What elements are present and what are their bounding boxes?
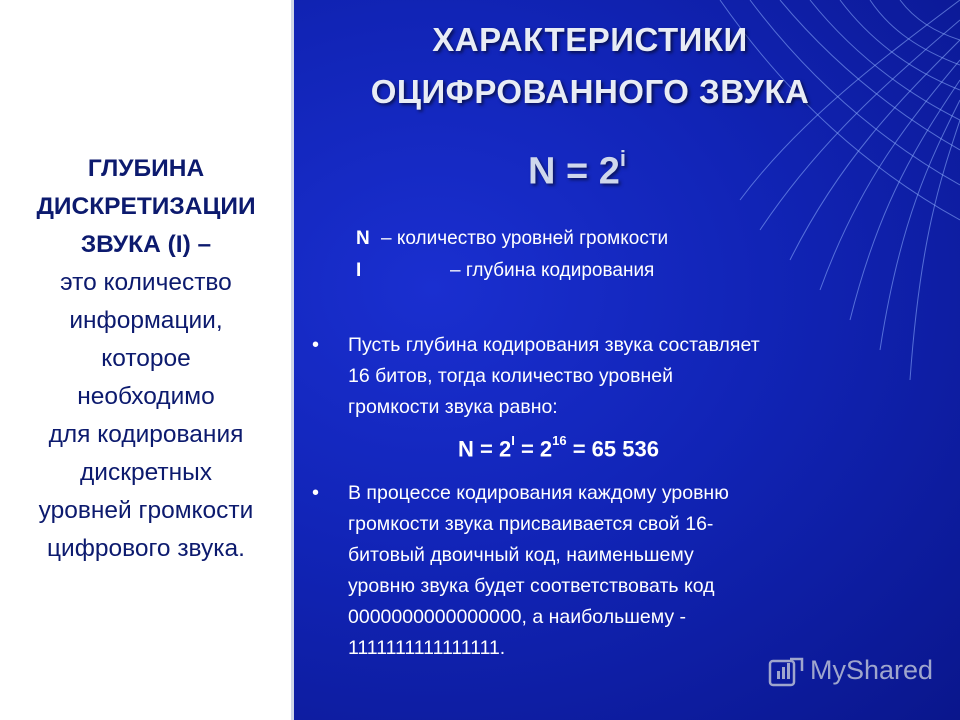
definition-row-i <box>356 260 655 282</box>
bullet-line: битовый двоичный код, наименьшему <box>348 544 694 566</box>
bullet-line: уровню звука будет соответствовать код <box>348 575 715 597</box>
main-formula <box>528 146 627 194</box>
definition-body-line: которое <box>101 345 191 372</box>
definition-heading-line: ДИСКРЕТИЗАЦИИ <box>36 193 256 220</box>
bullet-item <box>312 478 872 668</box>
equation-result: = 65 536 <box>566 436 659 462</box>
equation-part: = 2 <box>514 436 553 462</box>
bullet-marker: • <box>312 482 320 504</box>
definition-symbol: N <box>356 228 370 249</box>
slide-title-line2: ОЦИФРОВАННОГО ЗВУКА <box>370 73 810 110</box>
definition-body-line: дискретных <box>80 459 212 486</box>
definition-row-n <box>356 228 668 250</box>
equation-exponent: I <box>511 433 515 448</box>
formula-exponent: i <box>619 146 627 171</box>
bullet-marker: • <box>312 334 320 356</box>
definition-description: – количество уровней громкости <box>381 228 669 249</box>
equation-part: N = 2 <box>458 436 512 462</box>
bullet-line: Пусть глубина кодирования звука составляет <box>348 334 760 356</box>
definition-description: – глубина кодирования <box>450 260 655 281</box>
slide-title-line1: ХАРАКТЕРИСТИКИ <box>432 21 748 58</box>
bullet-line: В процессе кодирования каждому уровню <box>348 482 729 504</box>
bullet-line: 1111111111111111. <box>348 637 506 659</box>
definition-heading-line: ГЛУБИНА <box>87 155 205 182</box>
definition-heading-line: ЗВУКА (I) – <box>80 231 212 258</box>
bullet-line: 16 битов, тогда количество уровней <box>348 365 673 387</box>
definition-symbol: I <box>356 260 362 281</box>
formula-base: N = 2 <box>528 150 620 193</box>
bullet-line: громкости звука присваивается свой 16- <box>348 513 714 535</box>
definition-body-line: информации, <box>69 307 223 334</box>
bullet-line: громкости звука равно: <box>348 396 558 418</box>
watermark-text: MyShared <box>810 655 934 685</box>
slide-title <box>300 14 880 118</box>
definition-text <box>8 150 284 568</box>
definition-body-line: необходимо <box>77 383 215 410</box>
definition-body-line: это количество <box>60 269 232 296</box>
definition-body-line: цифрового звука. <box>47 535 245 562</box>
bullet-item <box>312 330 872 426</box>
bullet-text <box>348 330 868 423</box>
calculation-equation <box>458 433 659 462</box>
definition-body-line: для кодирования <box>48 421 244 448</box>
bullet-text <box>348 478 868 664</box>
definition-body-line: уровней громкости <box>38 497 254 524</box>
equation-exponent: 16 <box>552 433 567 448</box>
myshared-logo-icon <box>768 657 804 689</box>
bullet-line: 0000000000000000, а наибольшему - <box>348 606 687 628</box>
definition-panel <box>0 0 294 720</box>
